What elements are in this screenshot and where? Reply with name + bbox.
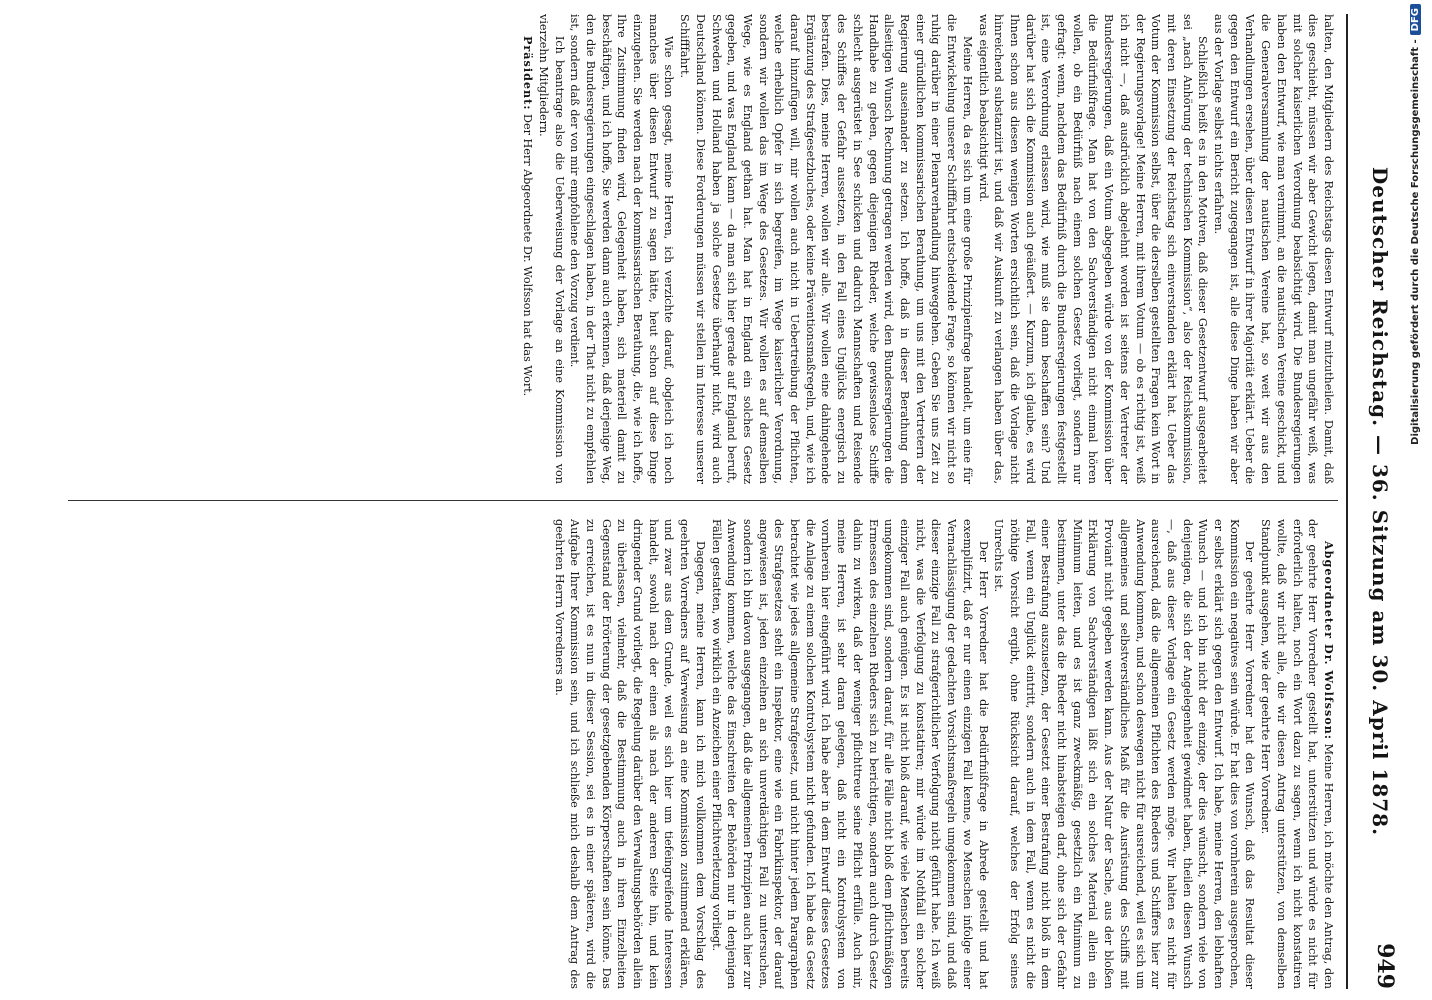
paragraph [551,519,708,989]
column-divider [68,500,1338,501]
paragraph [991,519,1258,989]
paragraph-text: Der Herr Abgeordnete Dr. Wolfsson hat das Wort. [521,114,535,397]
paragraph-text: Der geehrte Herr Vorredner hat den Wunsch, daß das Resultat dieser Kommission ein negatives sein würde. Er hat dies von vornherein ausgesprochen, er selbst erklärt sich gegen den Entwurf. Ich habe, meine Herren, den lebhaften Wunsch — und ich bin nicht der einzige, der dies wünscht, sondern viele von denjenigen, die sich der Angelegenheit gewidmet haben, theilen diesen Wunsch —, daß aus dieser Vorlage ein Gesetz werden möge. Wir halten es nicht für ausreichend, daß die allgemeinen Pflichten des Rheders und Schiffers hier zur Anwendung kommen, und schon deswegen nicht für ausreichend, weil es sich um allgemeines und selbstverständliches Maß für die Ausrüstung des Schiffs mit Proviant nicht gegeben werden kann. Aus der Natur der Sache, aus der bloßen Erklärung von Sachverständigen läßt sich ein solches Material allein ein Minimum leiten, und es ist ganz zweckmäßig, gesetzlich ein Minimum zu bestimmen, unter das die Rheder nicht hinabsteigen darf, ohne sich der Gefahr einer Bestrafung auszusetzen, der Gesetzt einer Bestrafung nicht bloß in dem Fall, wenn ein Unglück eintritt, sondern auch in dem Fall, wenn es nicht die nöthige Vorsicht ergibt, ohne Rücksicht darauf, welches der Erfolg seines Unrechts ist. [992,519,1257,989]
paragraph [708,519,991,989]
paragraph [1210,14,1336,484]
paragraph-text: Meine Herren, da es sich um eine große Prinzipienfrage handelt, um eine für die Entwickelung unserer Schifffahrt entscheidende Frage, so können wir nicht so ruhig darüber in einer Plenarverhandlung hinweggehen. Geben Sie uns Zeit zu einer gründlichen kommissarischen Berathung, um uns mit den Vertretern der Regierung auseinander zu setzen. Ich hoffe, daß in dieser Berathung dem allseitigen Wunsch Rechnung getragen werden wird, den Bundesregierungen die Handhabe zu geben, gegen diejenigen Rheder, welche gewissenlose Schiffe schlecht ausgerüstet in See schicken und dadurch Mannschaften und Reisende des Schiffes der Gefahr aussetzen, in den Fall eines Unglücks energisch zu bestrafen. Dies, meine Herren, wollen wir alle. Wir wollen eine dahingehende Ergänzung des Strafgesetzbuches, oder keine Präventionsmaßregeln, und, wie ich darauf hinzufügen will, mir wollen auch nicht in Uebertreibung der Pflichten, welche erheblich Opfer in sich begreifen, im Wege kaiserlicher Verordnung, sondern wir wollen das im Wege des Gesetzes. Wir wollen es auf demselben Wege, wie es England gethan hat. Man hat in England ein solches Gesetz gegeben, und was England kann — da man sich hier gerade auf England beruft, Schweden und Holland haben ja solche Gesetze überhaupt nicht, wird auch Deutschland können. Diese Forderungen müssen wir stellen im Interesse unserer Schifffahrt. [678,14,974,484]
dfg-logo: DFG [1410,4,1421,35]
page-number: 949 [1372,943,1398,989]
right-column [68,519,1336,989]
paragraph [567,14,677,484]
paragraph-text: Schließlich heißt es in den Motiven, daß dieser Gesetzentwurf ausgearbeitet sei „nach Anhörung der technischen Kommission“, also der Reichskommission, mit deren Einsetzung der Reichstag sich einverstanden erklärt hat. Ueber das Votum der Kommission selbst, über die derselben gestellten Fragen kein Wort in der Regierungsvorlage! Meine Herren, mit ihrem Votum — ob es richtig ist, weiß ich nicht —, daß ausdrücklich abgelehnt worden ist seitens der Vertreter der Bundesregierungen, daß ein Votum abgegeben würde von der Kommission über die Bedürfnißfrage. Man hat von den Sachverständigen nicht einmal hören wollen, ob ein Bedürfniß nach einem solchen Gesetz vorliegt, sondern nur gefragt: wenn, nachdem das Bedürfniß durch die Bundesregierungen festgestellt ist, eine Verordnung erlassen wird, wie muß sie dann beschaffen sein? Und darüber hat sich die Kommission auch geäußert. — Kurzum, ich glaube, es wird Ihnen schon aus diesen wenigen Worten ersichtlich sein, daß die Vorlage nicht hinreichend substanziirt ist, und daß wir Auskunft zu verlangen haben über das, was eigentlich beabsichtigt wird. [976,14,1210,484]
digitization-credit [1408,6,1430,996]
paragraph [519,14,535,484]
paragraph-text: Dagegen, meine Herren, kann ich mich vollkommen dem Vorschlag des geehrten Vorredners auf Verweisung an eine Kommission zustimmend erklären, und zwar aus dem Grunde, weil es sich hier um tiefeingreifende Interessen handelt, sowohl nach der einen als nach der anderen Seite hin, und kein dringender Grund vorliegt, die Regelung darüber den Verwaltungsbehörden allein zu überlassen, vielmehr, daß die Bestimmung auch in ihren Einzelheiten Gegenstand der Erörterung der gesetzgebenden Körperschaften sein könne. Das zu erreichen, ist es nun in dieser Session, sei es in einer späteren, wird die Aufgabe Ihrer Kommission sein, und ich schließe mich deshalb dem Antrag des geehrten Herrn Vorredners an. [552,519,707,989]
paragraph [975,14,1211,484]
paragraph-text: Meine Herren, ich möchte den Antrag, den der geehrte Herr Vorredner gestellt hat, unterstützen und würde es nicht für erforderlich halten, noch ein Wort dazu zu sagen, wenn ich nicht konstatiren wollte, daß wir nicht alle, die wir diesen Antrag unterstützen, von demselben Standpunkt ausgehen, wie der geehrte Herr Vorredner. [1259,519,1335,989]
document-page [68,14,1398,989]
speaker-name: Präsident: [521,36,536,111]
paragraph [1257,519,1336,989]
page-header [1350,14,1398,989]
speaker-name: Abgeordneter Dr. Wolfsson: [1322,541,1336,740]
header-rule [1346,14,1348,989]
paragraph-text: halten, den Mitgliedern des Reichstags diesen Entwurf mitzutheilen. Damit, daß dies geschieht, müssen wir aber Gewicht legen, damit man ungefähr weiß, was mit solcher kaiserlichen Verordnung beabsichtigt wird. Die Bundesregierungen haben den Entwurf, wie man vernimmt, an die nautischen Vereine geschickt, und die Generalversammlung der nautischen Vereine hat, so weit wir aus den Verhandlungen ersehen, über diesen Entwurf in ihrer Majorität erklärt. Ueber die gegen den Entwurf ein Bericht zugegangen ist, alle diese Dinge haben wir aber aus der Vorlage selbst nichts erfahren. [1212,14,1335,484]
paragraph-text: Wie schon gesagt, meine Herren, ich verzichte darauf, obgleich ich noch manches über diesen Entwurf zu sagen hätte, heut schon auf diese Dinge einzugehen. Sie werden nach der kommissarischen Berathung, die, wie ich hoffe, Ihre Zustimmung finden wird, Gelegenheit haben, sich materiell damit zu beschäftigen, und ich hoffe, Sie werden dann auch erkennen, daß derjenige Weg, den die Bundesregierungen eingeschlagen haben, in der That nicht zu empfehlen ist, sondern daß der von mir empfohlene den Vorzug verdient. [568,14,676,484]
paragraph-text: Ich beantrage also die Ueberweisung der Vorlage an eine Kommission von vierzehn Mitgliedern. [536,14,566,484]
paragraph [535,14,566,484]
paragraph-text: Der Herr Vorredner hat die Bedürfnißfrage in Abrede gestellt und hat exemplifizirt, daß er nur einen einzigen Fall kenne, wo Menschen infolge einer Vernachlässigung der gedachten Vorsichtsmaßregeln umgekommen sind, und daß dieser einzige Fall zu strafgerichtlicher Verfolgung nicht geführt habe. Ich weiß nicht, was die Verfolgung zu konstatiren; mir würde im Nothfall ein solcher einziger Fall auch genügen. Es ist nicht bloß darauf, wie viele Menschen bereits umgekommen sind, sondern darauf, für alle Fälle nicht bloß dem pflichtmäßigen Ermessen des einzelnen Rheders sich zu berichtigen, sondern auch durch Gesetz dahin zu wirken, daß der weniger pflichttreue seine Pflicht erfülle. Auch mir, meine Herren, ist sehr daran gelegen, daß nicht ein Kontrolsystem von vornherein hier eingeführt wird. Ich habe aber in dem Entwurf dieses Gesetzes die Anlage zu einem solchen Kontrolsystem nicht gefunden. Ich habe das Gesetz betrachtet wie jedes allgemeine Strafgesetz, und nicht hinter jedem Paragraphen des Strafgesetzes steht ein Inspektor, eine wie ein Fabrikinspektor, der darauf angewiesen ist, jeden einzelnen an sich unverdächtigen Fall zu untersuchen, sondern ich bin davon ausgegangen, daß die allgemeinen Prinzipien auch hier zur Anwendung kommen, welche das Einschreiten der Behörden nur in denjenigen Fällen gestatten, wo wirklich ein Anzeichen einer Pflichtverletzung vorliegt. [709,519,990,989]
left-column [68,14,1336,484]
credit-text: Digitalisierung gefördert durch die Deutsche Forschungsgemeinschaft - [1410,39,1421,445]
paragraph [676,14,974,484]
running-title: Deutscher Reichstag. — 36. Sitzung am 30. April 1878. [1368,166,1392,837]
